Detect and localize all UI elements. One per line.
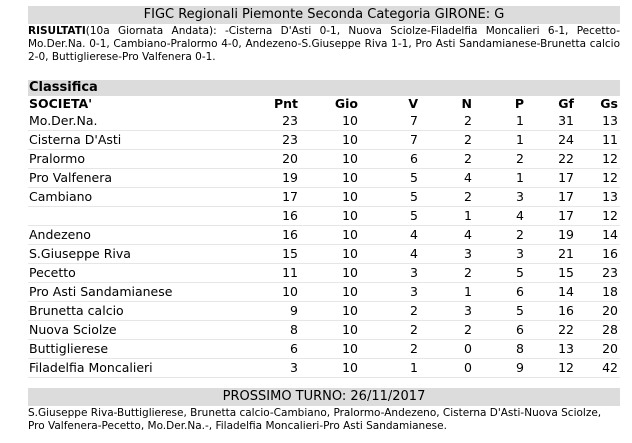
column-header: N [461,96,472,111]
stat-cell: 22 [526,321,576,340]
stat-cell: 13 [576,112,620,131]
stat-cell: 14 [526,283,576,302]
table-row [28,283,620,302]
column-header: V [408,96,418,111]
stat-cell: 2 [360,321,420,340]
stat-cell: 31 [526,112,576,131]
results-section [28,25,620,64]
stat-cell: 10 [300,131,360,150]
stat-cell: 1 [420,207,474,226]
stat-cell: 6 [228,340,300,359]
stat-cell: 20 [576,302,620,321]
stat-cell: 4 [360,226,420,245]
stat-cell: 13 [576,188,620,207]
stat-cell: 10 [300,245,360,264]
column-header: P [514,96,524,111]
stat-cell: 17 [526,169,576,188]
stat-cell: 10 [300,169,360,188]
stat-cell: 8 [228,321,300,340]
stat-cell: 16 [526,302,576,321]
table-row [28,340,620,359]
stat-cell: 0 [420,340,474,359]
stat-cell: 21 [526,245,576,264]
stat-cell: 10 [300,283,360,302]
stat-cell: 1 [360,359,420,378]
results-label: RISULTATI [28,25,86,37]
stat-cell: 7 [360,131,420,150]
column-header: Gio [334,96,358,111]
stat-cell: 19 [526,226,576,245]
stat-cell: 10 [228,283,300,302]
stat-cell: 11 [228,264,300,283]
team-name: Pecetto [28,264,228,283]
team-name: Pro Asti Sandamianese [28,283,228,302]
column-header: SOCIETA' [29,96,93,111]
stat-cell: 2 [420,131,474,150]
stat-cell: 5 [474,302,526,321]
table-row [28,359,620,378]
stat-cell: 6 [474,283,526,302]
team-name: Filadelfia Moncalieri [28,359,228,378]
stat-cell: 9 [474,359,526,378]
stat-cell: 3 [474,188,526,207]
stat-cell: 23 [228,131,300,150]
stat-cell: 17 [526,188,576,207]
table-row [28,188,620,207]
stat-cell: 10 [300,321,360,340]
team-name: Nuova Sciolze [28,321,228,340]
stat-cell: 6 [360,150,420,169]
stat-cell: 19 [228,169,300,188]
stat-cell: 1 [474,131,526,150]
stat-cell: 4 [420,169,474,188]
stat-cell: 4 [420,226,474,245]
stat-cell: 1 [474,169,526,188]
stat-cell: 10 [300,188,360,207]
table-row [28,302,620,321]
stat-cell: 2 [420,150,474,169]
stat-cell: 23 [228,112,300,131]
page [28,6,620,433]
table-row [28,112,620,131]
table-row [28,207,620,226]
stat-cell: 8 [474,340,526,359]
stat-cell: 4 [360,245,420,264]
column-header: Pnt [273,96,298,111]
stat-cell: 7 [360,112,420,131]
table-row [28,226,620,245]
page-title: FIGC Regionali Piemonte Seconda Categoria GIRONE: G [28,6,620,24]
stat-cell: 3 [360,283,420,302]
team-name: Cambiano [28,188,228,207]
stat-cell: 1 [420,283,474,302]
table-row [28,131,620,150]
stat-cell: 12 [576,150,620,169]
stat-cell: 10 [300,150,360,169]
stat-cell: 17 [228,188,300,207]
stat-cell: 15 [526,264,576,283]
column-header: Gs [600,96,618,111]
standings-title: Classifica [28,80,620,96]
stat-cell: 5 [474,264,526,283]
stat-cell: 20 [228,150,300,169]
stat-cell: 1 [474,112,526,131]
column-header: Gf [558,96,574,111]
table-row [28,150,620,169]
stat-cell: 5 [360,207,420,226]
stat-cell: 2 [420,264,474,283]
table-row [28,245,620,264]
stat-cell: 3 [474,245,526,264]
stat-cell: 16 [576,245,620,264]
stat-cell: 16 [228,207,300,226]
stat-cell: 3 [420,245,474,264]
stat-cell: 10 [300,340,360,359]
stat-cell: 2 [420,112,474,131]
stat-cell: 11 [576,131,620,150]
table-row [28,264,620,283]
team-name: Brunetta calcio [28,302,228,321]
stat-cell: 12 [576,169,620,188]
team-name: Buttiglierese [28,340,228,359]
stat-cell: 5 [360,188,420,207]
stat-cell: 2 [360,340,420,359]
team-name: Pralormo [28,150,228,169]
stat-cell: 3 [420,302,474,321]
stat-cell: 10 [300,207,360,226]
stat-cell: 15 [228,245,300,264]
table-row [28,321,620,340]
stat-cell: 23 [576,264,620,283]
stat-cell: 10 [300,302,360,321]
stat-cell: 4 [474,207,526,226]
stat-cell: 10 [300,359,360,378]
stat-cell: 17 [526,207,576,226]
stat-cell: 5 [360,169,420,188]
stat-cell: 20 [576,340,620,359]
stat-cell: 13 [526,340,576,359]
team-name: Pro Valfenera [28,169,228,188]
stat-cell: 28 [576,321,620,340]
stat-cell: 2 [474,226,526,245]
stat-cell: 2 [420,321,474,340]
stat-cell: 12 [526,359,576,378]
table-row [28,169,620,188]
results-text: (10a Giornata Andata): -Cisterna D'Asti 0-1, Nuova Sciolze-Filadelfia Moncalieri 6-1, Pecetto-Mo.Der.Na. 0-1, Cambiano-Pralormo 4-0, Andezeno-S.Giuseppe Riva 1-1, Pro Asti Sandamianese-Brunetta calcio 2-0, Buttiglierese-Pro Valfenera 0-1. [28,25,620,63]
next-round-text: S.Giuseppe Riva-Buttiglierese, Brunetta calcio-Cambiano, Pralormo-Andezeno, Cisterna D'Asti-Nuova Sciolze, Pro Valfenera-Pecetto, Mo.Der.Na.-, Filadelfia Moncalieri-Pro Asti Sandamianese. [28,407,602,432]
stat-cell: 16 [228,226,300,245]
standings-header-row [28,96,620,112]
team-name [28,207,228,226]
stat-cell: 10 [300,112,360,131]
team-name: Mo.Der.Na. [28,112,228,131]
stat-cell: 42 [576,359,620,378]
next-round-title: PROSSIMO TURNO: 26/11/2017 [28,388,620,406]
stat-cell: 3 [228,359,300,378]
stat-cell: 10 [300,226,360,245]
stat-cell: 14 [576,226,620,245]
stat-cell: 3 [360,264,420,283]
stat-cell: 6 [474,321,526,340]
team-name: S.Giuseppe Riva [28,245,228,264]
stat-cell: 24 [526,131,576,150]
stat-cell: 9 [228,302,300,321]
team-name: Cisterna D'Asti [28,131,228,150]
team-name: Andezeno [28,226,228,245]
stat-cell: 10 [300,264,360,283]
stat-cell: 22 [526,150,576,169]
standings-table [28,96,620,378]
stat-cell: 2 [420,188,474,207]
stat-cell: 12 [576,207,620,226]
stat-cell: 18 [576,283,620,302]
stat-cell: 2 [474,150,526,169]
stat-cell: 0 [420,359,474,378]
stat-cell: 2 [360,302,420,321]
